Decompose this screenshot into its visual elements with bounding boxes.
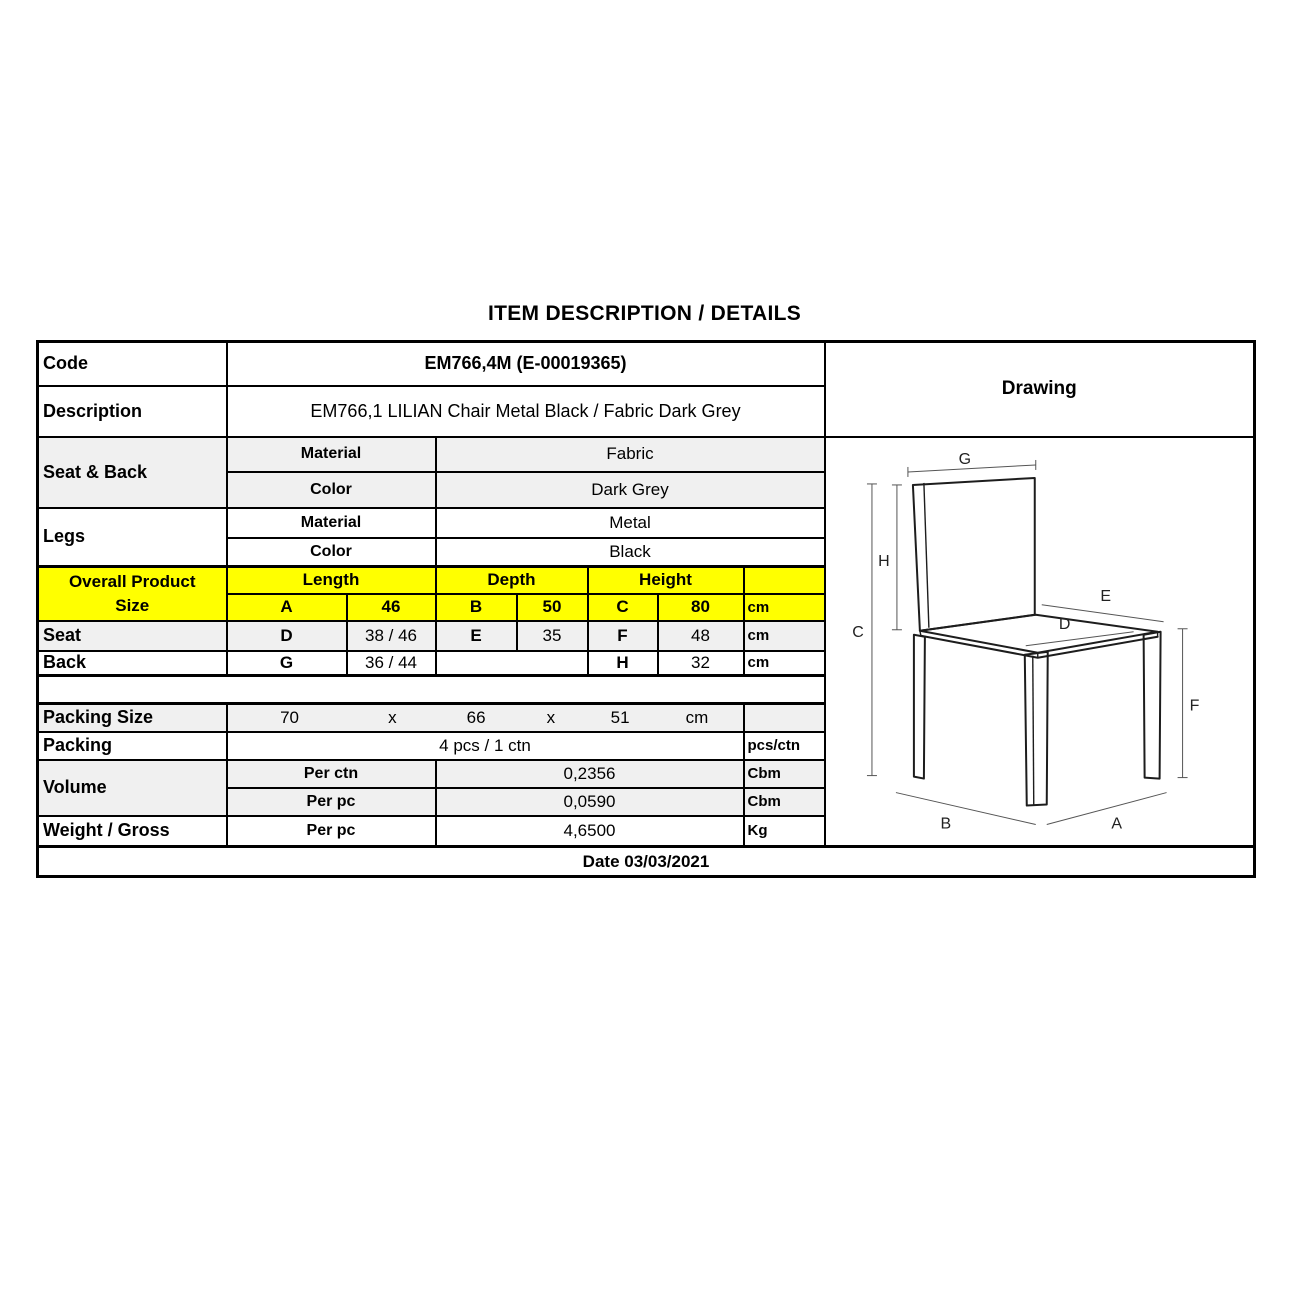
- seat-back-material-value: Fabric: [436, 437, 825, 472]
- packing-label: Packing: [38, 732, 227, 760]
- dim-label-b: B: [940, 815, 951, 833]
- length-header: Length: [227, 567, 436, 594]
- back-row-empty: [436, 651, 588, 676]
- dim-c-value: 80: [658, 594, 744, 621]
- overall-size-label: [38, 567, 227, 621]
- volume-per-pc-label: Per pc: [227, 788, 436, 816]
- drawing-header: Drawing: [825, 342, 1255, 437]
- volume-per-ctn-value: 0,2356: [436, 760, 744, 788]
- dim-label-f: F: [1189, 697, 1199, 715]
- dim-label-d: D: [1058, 615, 1071, 633]
- description-label: Description: [38, 386, 227, 437]
- packing-size-unit: cm: [685, 707, 709, 727]
- packing-size-label: Packing Size: [38, 704, 227, 732]
- dim-g-key: G: [227, 651, 347, 676]
- height-header: Height: [588, 567, 744, 594]
- dim-f-value: 48: [658, 621, 744, 651]
- dim-line-b: [895, 792, 1035, 824]
- seat-row-label: Seat: [38, 621, 227, 651]
- overall-size-label-line1: Overall Product: [68, 571, 196, 591]
- packing-size-values: [227, 704, 744, 732]
- dim-g-value: 36 / 44: [347, 651, 436, 676]
- code-value: EM766,4M (E-00019365): [227, 342, 825, 386]
- overall-size-label-line2: Size: [115, 595, 150, 615]
- seat-row-unit: cm: [744, 621, 825, 651]
- packing-size-v3: 51: [610, 707, 630, 727]
- packing-size-empty: [744, 704, 825, 732]
- date-row: [38, 847, 1255, 877]
- dim-label-c: C: [851, 623, 864, 641]
- dim-e-value: 35: [517, 621, 588, 651]
- legs-material-value: Metal: [436, 508, 825, 538]
- date-value: Date 03/03/2021: [38, 847, 1255, 877]
- dim-label-e: E: [1099, 587, 1111, 605]
- dim-d-key: D: [227, 621, 347, 651]
- dim-c-key: C: [588, 594, 658, 621]
- overall-unit-header-empty: [744, 567, 825, 594]
- code-row: [38, 342, 1255, 386]
- spec-sheet: [36, 302, 1253, 878]
- dim-line-g: [907, 464, 1035, 471]
- weight-per-pc-label: Per pc: [227, 816, 436, 847]
- chair-leg-front: [1024, 651, 1047, 805]
- seat-back-color-value: Dark Grey: [436, 472, 825, 508]
- dim-label-h: H: [877, 552, 890, 570]
- volume-per-ctn-label: Per ctn: [227, 760, 436, 788]
- legs-material-label: Material: [227, 508, 436, 538]
- drawing-area: [825, 437, 1255, 847]
- dim-b-value: 50: [517, 594, 588, 621]
- volume-per-pc-value: 0,0590: [436, 788, 744, 816]
- dim-label-a: A: [1110, 815, 1122, 833]
- depth-header: Depth: [436, 567, 588, 594]
- back-row-label: Back: [38, 651, 227, 676]
- dim-a-key: A: [227, 594, 347, 621]
- chair-leg-right: [1143, 631, 1160, 778]
- dim-d-value: 38 / 46: [347, 621, 436, 651]
- dim-line-a: [1046, 792, 1166, 824]
- packing-size-x2: x: [546, 707, 556, 727]
- packing-size-v1: 70: [280, 707, 299, 727]
- chair-seat-thickness: [920, 635, 1157, 657]
- overall-unit: cm: [744, 594, 825, 621]
- weight-label: Weight / Gross: [38, 816, 227, 847]
- packing-unit: pcs/ctn: [744, 732, 825, 760]
- back-row-unit: cm: [744, 651, 825, 676]
- dim-label-g: G: [958, 450, 971, 468]
- weight-unit: Kg: [744, 816, 825, 847]
- spec-table: [36, 340, 1256, 878]
- chair-drawing-svg: [826, 438, 1254, 846]
- chair-back-panel: [912, 477, 1034, 630]
- seat-back-material-row: [38, 437, 1255, 472]
- packing-value: 4 pcs / 1 ctn: [227, 732, 744, 760]
- dim-h-key: H: [588, 651, 658, 676]
- dim-f-key: F: [588, 621, 658, 651]
- dim-b-key: B: [436, 594, 517, 621]
- volume-per-pc-unit: Cbm: [744, 788, 825, 816]
- seat-back-color-label: Color: [227, 472, 436, 508]
- dim-h-value: 32: [658, 651, 744, 676]
- dim-a-value: 46: [347, 594, 436, 621]
- chair-back-inner-edge: [923, 482, 928, 627]
- volume-per-ctn-unit: Cbm: [744, 760, 825, 788]
- spacer-cell: [38, 676, 825, 704]
- seat-back-label: Seat & Back: [38, 437, 227, 508]
- volume-label: Volume: [38, 760, 227, 816]
- chair-leg-front-edge: [1032, 655, 1033, 804]
- legs-color-label: Color: [227, 538, 436, 567]
- dim-e-key: E: [436, 621, 517, 651]
- weight-value: 4,6500: [436, 816, 744, 847]
- page-title: ITEM DESCRIPTION / DETAILS: [487, 302, 802, 325]
- packing-size-v2: 66: [466, 707, 486, 727]
- description-value: EM766,1 LILIAN Chair Metal Black / Fabric Dark Grey: [227, 386, 825, 437]
- chair-leg-back-left: [913, 634, 924, 778]
- packing-size-x1: x: [388, 707, 397, 727]
- code-label: Code: [38, 342, 227, 386]
- seat-back-material-label: Material: [227, 437, 436, 472]
- legs-label: Legs: [38, 508, 227, 567]
- legs-color-value: Black: [436, 538, 825, 567]
